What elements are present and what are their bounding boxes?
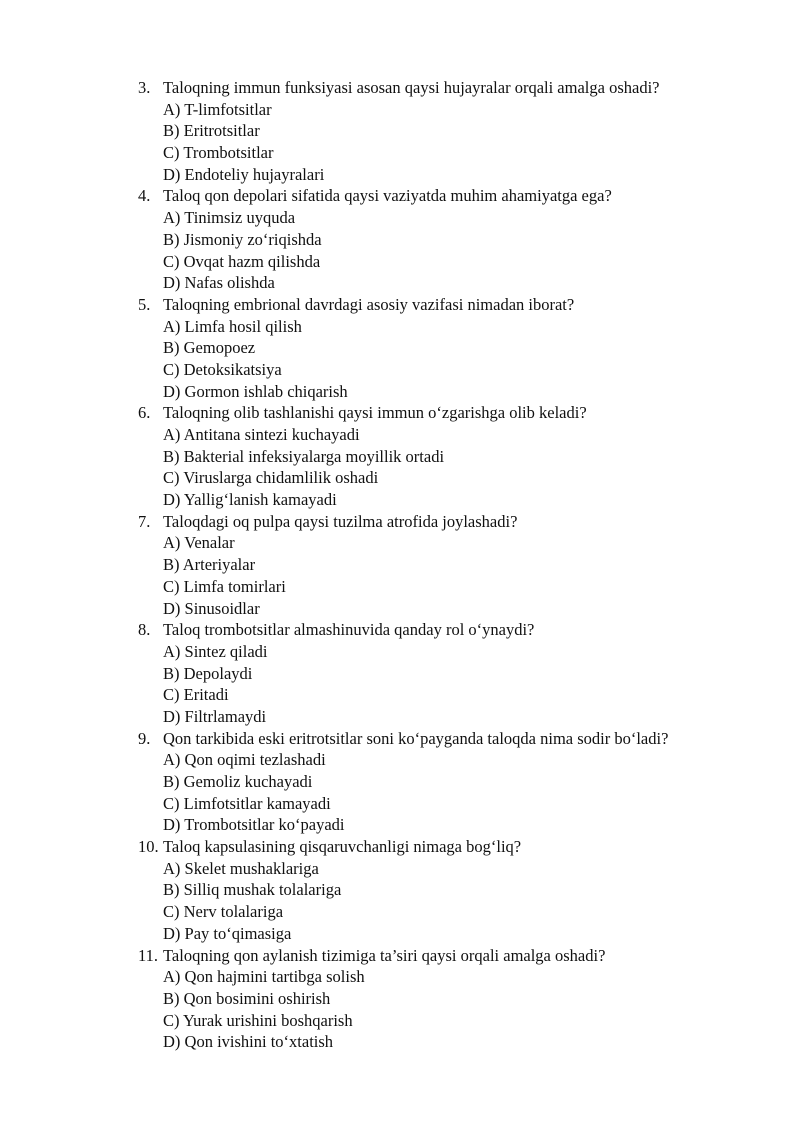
answer-option: D) Yallig‘lanish kamayadi [163,490,337,510]
question-text: Taloq trombotsitlar almashinuvida qanday rol o‘ynaydi? [163,620,535,640]
answer-option: C) Ovqat hazm qilishda [163,251,321,271]
answer-option: D) Nafas olishda [163,273,275,293]
answer-option: D) Sinusoidlar [163,598,260,618]
answer-option: A) T-limfotsitlar [163,99,272,119]
question-number: 6. [138,403,151,423]
question-3 [0,77,800,185]
question-8 [0,619,800,727]
answer-option: D) Pay to‘qimasiga [163,923,292,943]
answer-option: B) Qon bosimini oshirish [163,988,331,1008]
question-text: Taloqdagi oq pulpa qaysi tuzilma atrofida joylashadi? [163,511,518,531]
question-7 [0,511,800,619]
question-number: 4. [138,186,151,206]
question-number: 5. [138,294,151,314]
answer-option: D) Filtrlamaydi [163,706,267,726]
question-11 [0,945,800,1053]
answer-option: B) Depolaydi [163,663,253,683]
question-text: Qon tarkibida eski eritrotsitlar soni ko‘payganda taloqda nima sodir bo‘ladi? [163,728,669,748]
answer-option: A) Sintez qiladi [163,641,268,661]
answer-option: B) Gemoliz kuchayadi [163,772,313,791]
answer-option: B) Arteriyalar [163,555,256,575]
question-number: 9. [138,728,151,748]
answer-option: C) Trombotsitlar [163,143,274,163]
question-5 [0,294,800,402]
answer-option: C) Nerv tolalariga [163,902,284,922]
answer-option: B) Gemopoez [163,338,256,358]
answer-option: C) Limfotsitlar kamayadi [163,793,331,813]
answer-option: A) Qon oqimi tezlashadi [163,750,326,770]
question-text: Taloqning immun funksiyasi asosan qaysi hujayralar orqali amalga oshadi? [163,78,660,97]
answer-option: C) Limfa tomirlari [163,576,286,596]
answer-option: A) Venalar [163,533,235,553]
question-number: 10. [138,837,159,857]
answer-option: A) Skelet mushaklariga [163,858,319,878]
question-number: 11. [138,945,159,965]
question-4 [0,185,800,293]
document-page [0,77,800,1053]
question-number: 8. [138,620,151,640]
answer-option: D) Qon ivishini to‘xtatish [163,1032,334,1052]
answer-option: C) Detoksikatsiya [163,359,282,379]
question-text: Taloqning qon aylanish tizimiga ta’siri qaysi orqali amalga oshadi? [163,945,606,965]
answer-option: B) Jismoniy zo‘riqishda [163,229,322,249]
question-9 [0,728,800,836]
question-text: Taloq kapsulasining qisqaruvchanligi nimaga bog‘liq? [163,837,522,857]
answer-option: A) Antitana sintezi kuchayadi [163,425,360,444]
question-text: Taloqning olib tashlanishi qaysi immun o‘zgarishga olib keladi? [163,403,587,423]
question-number: 7. [138,511,151,531]
answer-option: B) Silliq mushak tolalariga [163,880,342,900]
answer-option: A) Tinimsiz uyquda [163,208,296,228]
answer-option: B) Bakterial infeksiyalarga moyillik ortadi [163,446,445,466]
question-10 [0,836,800,944]
question-text: Taloqning embrional davrdagi asosiy vazifasi nimadan iborat? [163,294,575,314]
answer-option: C) Yurak urishini boshqarish [163,1010,353,1030]
answer-option: D) Gormon ishlab chiqarish [163,381,348,401]
question-6 [0,402,800,510]
answer-option: A) Qon hajmini tartibga solish [163,967,365,987]
answer-option: C) Eritadi [163,685,229,705]
answer-option: D) Endoteliy hujayralari [163,164,325,184]
answer-option: D) Trombotsitlar ko‘payadi [163,815,345,835]
question-text: Taloq qon depolari sifatida qaysi vaziyatda muhim ahamiyatga ega? [163,186,612,206]
question-number: 3. [138,78,151,97]
answer-option: A) Limfa hosil qilish [163,316,302,336]
answer-option: B) Eritrotsitlar [163,121,260,141]
answer-option: C) Viruslarga chidamlilik oshadi [163,468,379,488]
